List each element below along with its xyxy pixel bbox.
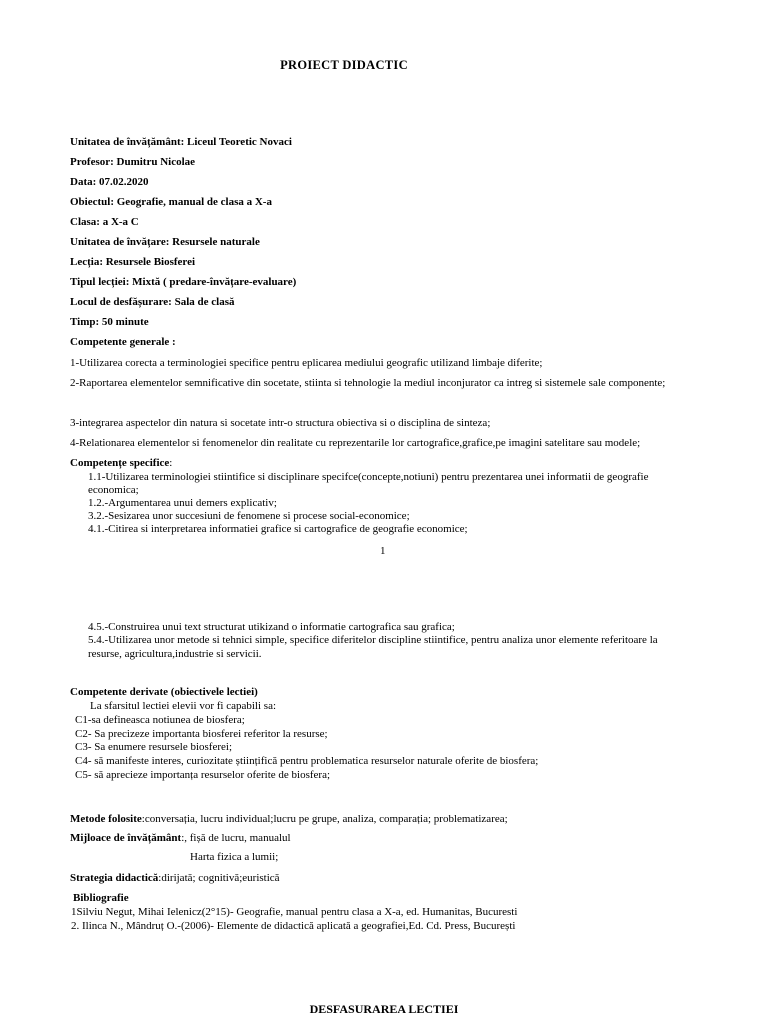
derived-item-c2: C2- Sa precizeze importanta biosferei referitor la resurse; [75,728,328,740]
derived-item-c1: C1-sa defineasca notiunea de biosfera; [75,714,245,726]
specific-item-1-2: 1.2.-Argumentarea unui demers explicativ; [88,497,277,509]
bibliography-item-1: 1Silviu Negut, Mihai Ielenicz(2°15)- Geografie, manual pentru clasa a X-a, ed. Humanitas, Bucuresti [71,906,518,918]
field-unitatea: Unitatea de învățământ: Liceul Teoretic Novaci [70,136,292,148]
field-profesor: Profesor: Dumitru Nicolae [70,156,196,168]
specific-item-1-1-cont: economica; [88,484,139,496]
field-obiectul: Obiectul: Geografie, manual de clasa a X-a [70,196,272,208]
field-timp: Timp: 50 minute [70,316,149,328]
page-number: 1 [380,545,386,557]
general-item-2: 2-Raportarea elementelor semnificative din socetate, stiinta si tehnologie la mediul inconjurator ca intreg si sistemele sale componente; [70,377,666,389]
bibliography-item-2: 2. Ilinca N., Mândruț O.-(2006)- Elemente de didactică aplicată a geografiei,Ed. Cd. Press, București [71,920,516,932]
specific-item-5-4-cont: resurse, agricultura,industrie si servicii. [88,648,262,660]
document-title: PROIECT DIDACTIC [280,58,408,72]
means-line: Mijloace de învățământ:, fișă de lucru, manualul [70,832,291,844]
section-heading-desfasurarea: DESFASURAREA LECTIEI [309,1002,459,1016]
field-unitatea-invatare: Unitatea de învățare: Resursele naturale [70,236,260,248]
general-item-3: 3-integrarea aspectelor din natura si socetate intr-o structura obiectiva si o disciplina de sinteza; [70,417,491,429]
strategy-line: Strategia didactică:dirijată; cognitivă;euristică [70,872,280,884]
derived-item-c3: C3- Sa enumere resursele biosferei; [75,741,232,753]
bibliography-heading: Bibliografie [73,892,129,904]
specific-competencies-heading: Competențe specifice: [70,457,173,469]
specific-item-4-5: 4.5.-Construirea unui text structurat utikizand o informatie cartografica sau grafica; [88,621,455,633]
field-tipul-lectiei: Tipul lecției: Mixtă ( predare-învățare-evaluare) [70,276,297,288]
field-locul: Locul de desfășurare: Sala de clasă [70,296,235,308]
specific-item-1-1: 1.1-Utilizarea terminologiei stiintifice si disciplinare specifce(concepte,notiuni) pentru prezentarea unei informatii de geografie [88,471,649,483]
derived-competencies-heading: Competente derivate (obiectivele lectiei) [70,686,258,698]
field-lectia: Lecția: Resursele Biosferei [70,256,196,268]
general-item-4: 4-Relationarea elementelor si fenomenelor din realitate cu reprezentarile lor cartografice,grafice,pe imagini satelitare sau modele; [70,437,641,449]
general-item-1: 1-Utilizarea corecta a terminologiei specifice pentru eplicarea mediului geografic utilizand limbaje diferite; [70,357,543,369]
means-extra: Harta fizica a lumii; [190,851,279,863]
derived-item-c4: C4- să manifeste interes, curiozitate științifică pentru problematica resurselor naturale oferite de biosfera; [75,755,539,767]
specific-item-5-4: 5.4.-Utilizarea unor metode si tehnici simple, specifice diferitelor discipline stiintifice, pentru analiza unor elemente referitoare la [88,634,658,646]
derived-item-c5: C5- să aprecieze importanța resurselor oferite de biosfera; [75,769,331,781]
field-clasa: Clasa: a X-a C [70,216,139,228]
methods-line: Metode folosite:conversația, lucru individual;lucru pe grupe, analiza, comparația; problematizarea; [70,813,508,825]
specific-item-4-1: 4.1.-Citirea si interpretarea informatiei grafice si cartografice de geografie economice; [88,523,468,535]
general-competencies-heading: Competente generale : [70,336,176,348]
field-data: Data: 07.02.2020 [70,176,149,188]
derived-intro: La sfarsitul lectiei elevii vor fi capabili sa: [90,700,277,712]
specific-item-3-2: 3.2.-Sesizarea unor succesiuni de fenomene si procese social-economice; [88,510,410,522]
